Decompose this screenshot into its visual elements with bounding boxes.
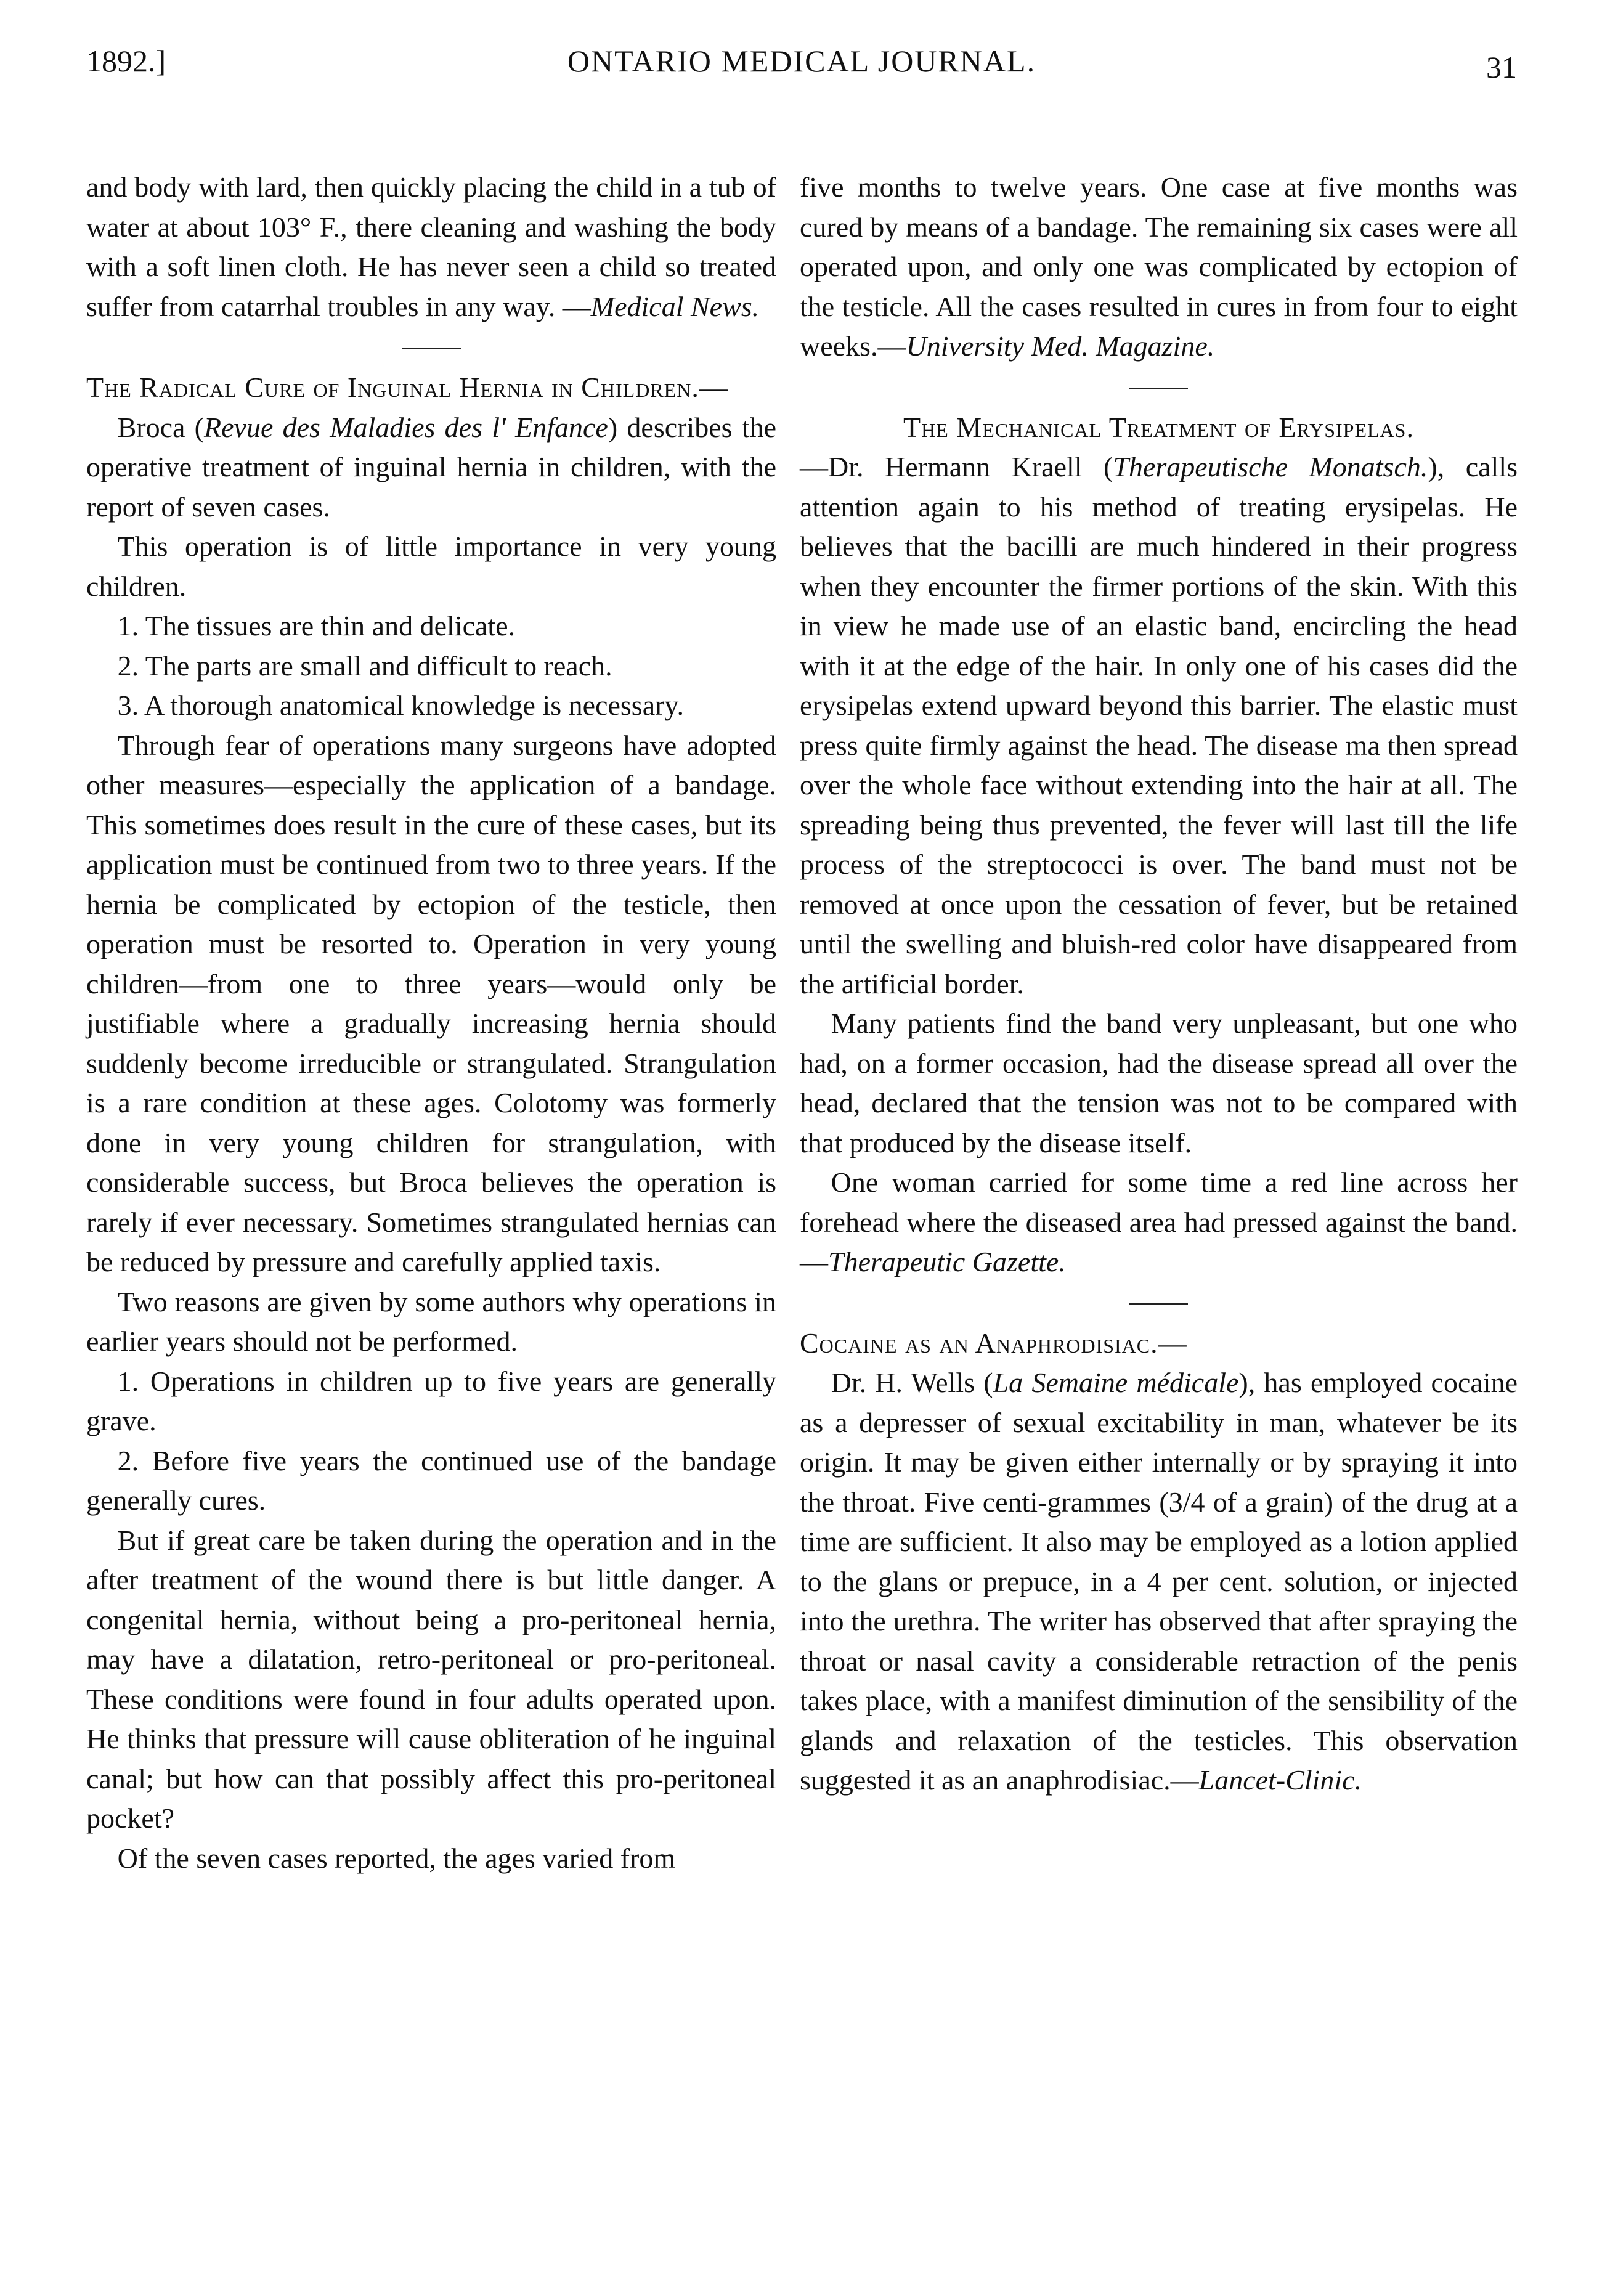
paragraph (86, 1282, 776, 1362)
paragraph (86, 726, 776, 1282)
header-year: 1892.] (86, 44, 166, 78)
text-run: One woman carried for some time a red line across her forehead where the diseased area had pressed against the band.— (800, 1166, 1518, 1277)
text-run: 1. Operations in children up to five years are generally grave. (86, 1365, 776, 1436)
text-run: Many patients find the band very unpleasant, but one who had, on a former occasion, had the disease spread all over the head, declared that the tension was not to be compared with that produced by the disease itself. (800, 1008, 1518, 1158)
paragraph (86, 408, 776, 527)
text-run: Cocaine as an Anaphrodisiac.— (800, 1327, 1187, 1359)
paragraph (86, 1362, 776, 1441)
page-number: 31 (1486, 50, 1517, 84)
text-run: —Dr. Hermann Kraell ( (800, 451, 1113, 482)
paragraph (800, 1163, 1518, 1282)
article-heading (800, 408, 1518, 448)
citation-italic: La Semaine médicale (993, 1367, 1239, 1398)
citation-italic: Revue des Maladies des l' Enfance (204, 411, 608, 443)
paragraph (86, 686, 776, 726)
paragraph (86, 1521, 776, 1839)
left-column (86, 168, 776, 1878)
text-run: Through fear of operations many surgeons have adopted other measures—especially the application of a bandage. This sometimes does result in the cure of these cases, but its application must be continued from two to three years. If the hernia be complicated by ectopion of the testicle, then operation must be resorted to. Operation in very young children—from one to three years—would only be justifiable where a gradually increasing hernia should suddenly become irreducible or strangulated. Strangulation is a rare condition at these ages. Colotomy was formerly done in very young children for strangulation, with considerable success, but Broca believes the operation is rarely if ever necessary. Sometimes strangulated hernias can be reduced by pressure and carefully applied taxis. (86, 729, 776, 1277)
paragraph (800, 447, 1518, 1004)
text-run: five months to twelve years. One case at five months was cured by means of a bandage. The remaining six cases were all operated upon, and only one was complicated by ectopion of the testicle. All the cases resulted in cures in from four to eight weeks.— (800, 171, 1518, 362)
paragraph (800, 168, 1518, 367)
text-run: 2. The parts are small and difficult to reach. (117, 649, 612, 682)
section-divider (402, 348, 461, 349)
text-run: The Mechanical Treatment of Erysipelas. (903, 411, 1414, 443)
paragraph (800, 1004, 1518, 1163)
paragraph (86, 646, 776, 686)
running-header (86, 43, 1517, 92)
text-run: 1. The tissues are thin and delicate. (117, 610, 516, 641)
right-column (800, 168, 1518, 1801)
text-run: ), calls attention again to his method of treating erysipelas. He believes that the bacilli are much hindered in their progress when they encounter the firmer portions of the skin. With this in view he made use of an elastic band, encircling the head with it at the edge of the hair. In only one of his cases did the erysipelas extend upward beyond this barrier. The elastic must press quite firmly against the head. The disease ma then spread over the whole face without extending into the hair at all. The spreading being thus prevented, the fever will last till the life process of the streptococci is over. The band must not be removed at once upon the cessation of fever, but be retained until the swelling and bluish-red color have disappeared from the artificial border. (800, 451, 1518, 999)
citation-italic: University Med. Magazine. (906, 330, 1215, 362)
text-run: 3. A thorough anatomical knowledge is necessary. (117, 690, 684, 721)
citation-italic: Lancet-Clinic. (1198, 1764, 1362, 1796)
citation-italic: Therapeutic Gazette. (828, 1246, 1066, 1277)
paragraph (86, 1839, 776, 1879)
paragraph (86, 527, 776, 606)
text-run: ), has employed cocaine as a depresser of sexual excitability in man, whatever be its origin. It may be given either internally or by spraying it into the throat. Five centi-grammes (3/4 of a grain) of the drug at a time are sufficient. It also may be employed as a lotion applied to the glans or prepuce, in a 4 per cent. solution, or injected into the urethra. The writer has observed that after spraying the throat or nasal cavity a considerable retraction of the penis takes place, with a manifest diminution of the sensibility of the glands and relaxation of the testicles. This observation suggested it as an anaphrodisiac.— (800, 1367, 1518, 1796)
text-run: and body with lard, then quickly placing the child in a tub of water at about 103° F., there cleaning and washing the body with a soft linen cloth. He has never seen a child so treated suffer from catarrhal troubles in any way. — (86, 171, 776, 322)
section-divider (1129, 388, 1188, 389)
paragraph (86, 606, 776, 646)
section-divider (1129, 1303, 1188, 1305)
text-run: But if great care be taken during the operation and in the after treatment of the wound there is but little danger. A congenital hernia, without being a pro-peritoneal hernia, may have a dilatation, retro-peritoneal or pro-peritoneal. These conditions were found in four adults operated upon. He thinks that pressure will cause obliteration of he inguinal canal; but how can that possibly affect this pro-peritoneal pocket? (86, 1524, 776, 1834)
text-run: 2. Before five years the continued use of the bandage generally cures. (86, 1444, 776, 1516)
text-run: Broca ( (117, 411, 205, 443)
paragraph (86, 1441, 776, 1521)
text-run: Dr. H. Wells ( (831, 1367, 993, 1398)
article-heading (800, 1324, 1518, 1364)
text-run: Of the seven cases reported, the ages varied from (117, 1842, 676, 1874)
text-run: Two reasons are given by some authors why operations in earlier years should not be performed. (86, 1285, 776, 1357)
paragraph (800, 1363, 1518, 1801)
article-heading (86, 368, 776, 408)
text-run: The Radical Cure of Inguinal Hernia in Children.— (86, 372, 728, 403)
citation-italic: Therapeutische Monatsch. (1113, 451, 1428, 482)
text-run: This operation is of little importance in very young children. (86, 531, 776, 602)
citation-italic: Medical News. (590, 290, 760, 322)
text-run: ) describes the operative treatment of inguinal hernia in children, with the report of seven cases. (86, 411, 777, 523)
paragraph (86, 168, 776, 327)
journal-title: ONTARIO MEDICAL JOURNAL. (567, 44, 1036, 78)
